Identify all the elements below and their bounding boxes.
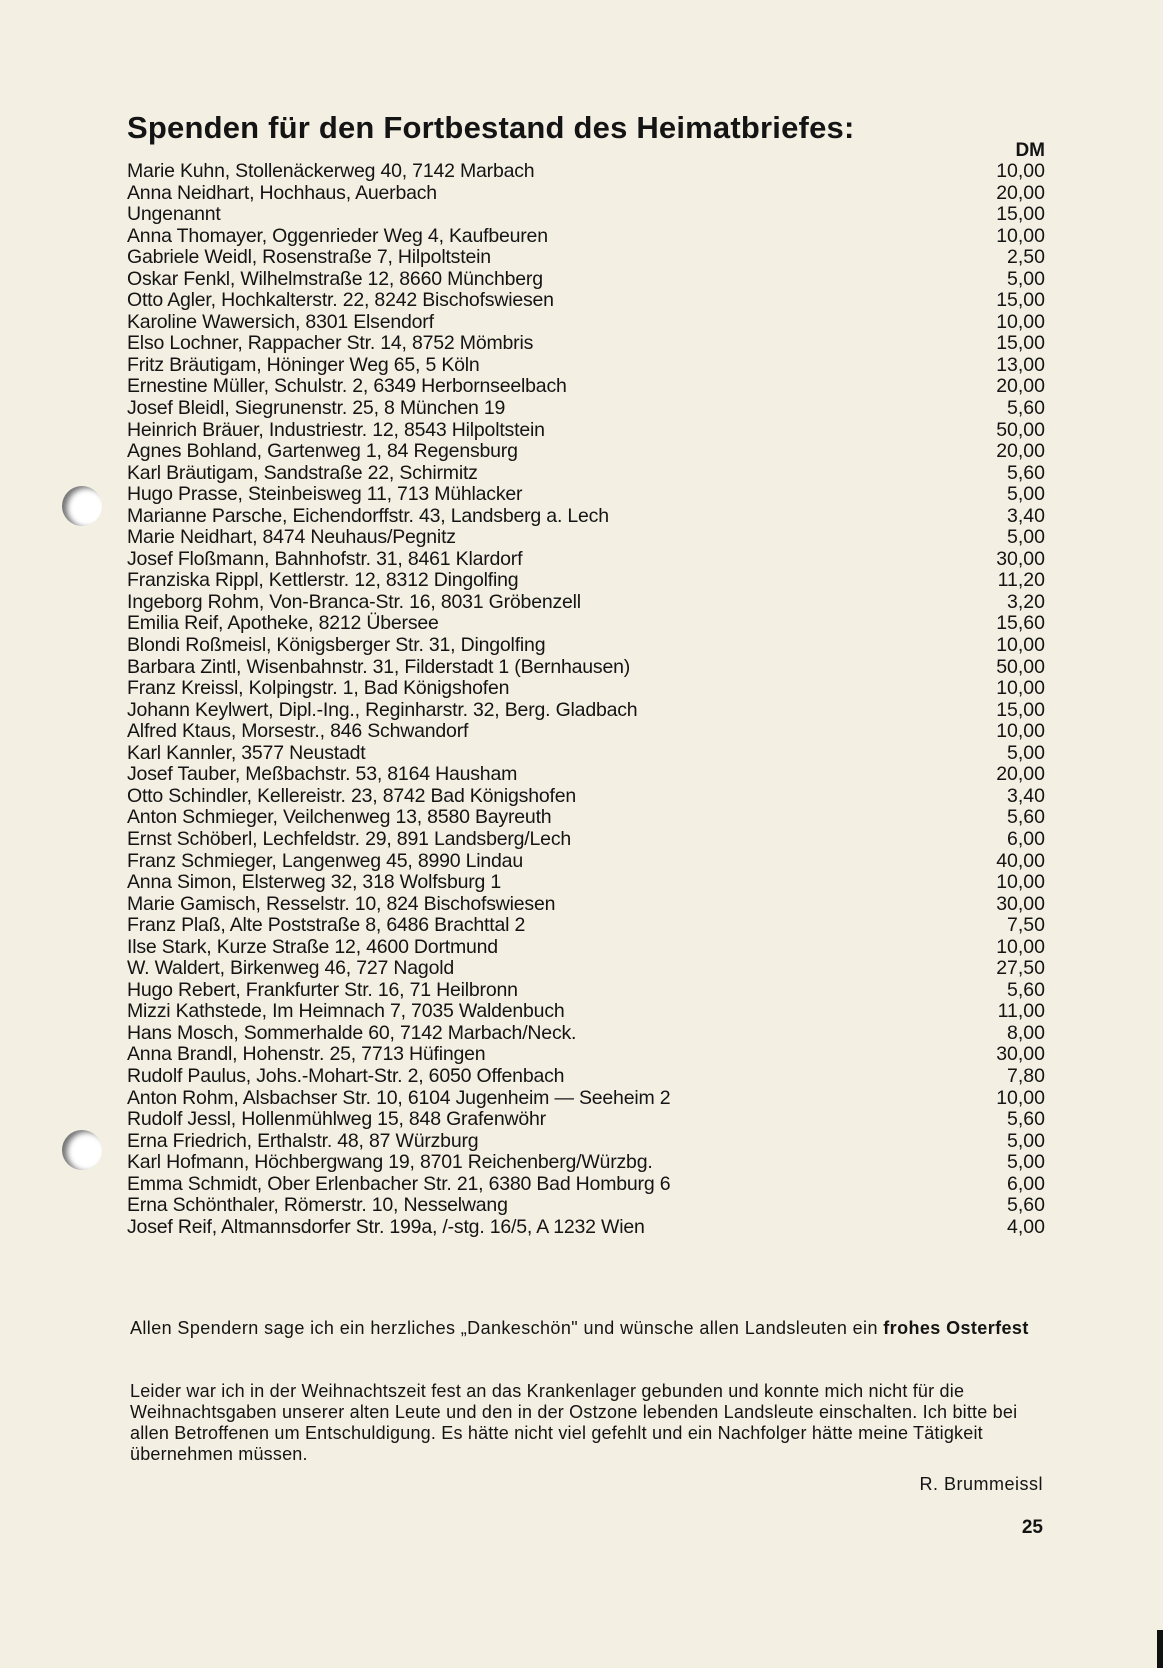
donor-name: Agnes Bohland, Gartenweg 1, 84 Regensburg (127, 440, 518, 463)
donation-row (127, 463, 1045, 485)
donor-name: Josef Tauber, Meßbachstr. 53, 8164 Hausham (127, 763, 518, 786)
donation-amount: 40,00 (996, 849, 1045, 872)
donor-name: Rudolf Jessl, Hollenmühlweg 15, 848 Grafenwöhr (127, 1108, 546, 1131)
donor-name: Oskar Fenkl, Wilhelmstraße 12, 8660 Münchberg (127, 267, 543, 290)
donation-amount: 5,00 (1007, 526, 1045, 549)
donation-row (127, 570, 1045, 592)
donation-row (127, 269, 1045, 291)
donor-name: Fritz Bräutigam, Höninger Weg 65, 5 Köln (127, 353, 480, 376)
donation-amount: 5,00 (1007, 483, 1045, 506)
donation-amount: 5,60 (1007, 1108, 1045, 1131)
donation-row (127, 549, 1045, 571)
donor-name: Erna Schönthaler, Römerstr. 10, Nesselwang (127, 1194, 508, 1217)
donation-amount: 5,60 (1007, 461, 1045, 484)
signature: R. Brummeissl (919, 1474, 1043, 1494)
donation-amount: 5,00 (1007, 1151, 1045, 1174)
donor-name: Hans Mosch, Sommerhalde 60, 7142 Marbach/Neck. (127, 1021, 577, 1044)
donation-row (127, 958, 1045, 980)
donation-row (127, 786, 1045, 808)
donation-row (127, 1001, 1045, 1023)
donor-name: Erna Friedrich, Erthalstr. 48, 87 Würzburg (127, 1129, 479, 1152)
donation-row (127, 851, 1045, 873)
donor-name: Franz Schmieger, Langenweg 45, 8990 Lindau (127, 849, 523, 872)
thanks-text: Allen Spendern sage ich ein herzliches „Dankeschön" und wünsche allen Landsleuten ein (130, 1318, 884, 1338)
donor-name: Karl Kannler, 3577 Neustadt (127, 741, 366, 764)
donor-name: Ernestine Müller, Schulstr. 2, 6349 Herbornseelbach (127, 375, 567, 398)
punch-hole-top (62, 486, 102, 526)
thanks-emphasis: frohes Osterfest (883, 1318, 1029, 1338)
donation-row (127, 980, 1045, 1002)
donation-row (127, 183, 1045, 205)
donor-name: Josef Floßmann, Bahnhofstr. 31, 8461 Klardorf (127, 547, 523, 570)
donation-amount: 5,60 (1007, 1194, 1045, 1217)
apology-paragraph: Leider war ich in der Weihnachtszeit fest an das Krankenlager gebunden und konnte mich nicht für die Weihnachtsgaben unserer alten Leute und den in der Ostzone lebenden Landsleute einschalten. Ich bitte bei allen Betroffenen um Entschuldigung. Es hätte nicht viel gefehlt und ein Nachfolger hätte meine Tätigkeit übernehmen müssen. (130, 1381, 1018, 1464)
donor-name: Anton Rohm, Alsbachser Str. 10, 6104 Jugenheim — Seeheim 2 (127, 1086, 671, 1109)
donor-name: Heinrich Bräuer, Industriestr. 12, 8543 Hilpoltstein (127, 418, 545, 441)
donation-row (127, 764, 1045, 786)
page-number: 25 (1021, 1517, 1043, 1538)
donation-amount: 7,80 (1007, 1064, 1045, 1087)
donor-name: Franziska Rippl, Kettlerstr. 12, 8312 Dingolfing (127, 569, 519, 592)
donor-name: Johann Keylwert, Dipl.-Ing., Reginharstr. 32, Berg. Gladbach (127, 698, 638, 721)
edge-mark (1157, 1630, 1163, 1668)
donation-amount: 3,40 (1007, 784, 1045, 807)
donor-name: Anna Thomayer, Oggenrieder Weg 4, Kaufbeuren (127, 224, 548, 247)
donation-amount: 10,00 (996, 634, 1045, 657)
donation-row (127, 290, 1045, 312)
donor-name: Emma Schmidt, Ober Erlenbacher Str. 21, 6380 Bad Homburg 6 (127, 1172, 671, 1195)
donor-name: Josef Bleidl, Siegrunenstr. 25, 8 München 19 (127, 397, 506, 420)
donor-name: Elso Lochner, Rappacher Str. 14, 8752 Mömbris (127, 332, 534, 355)
donation-amount: 6,00 (1007, 827, 1045, 850)
donor-name: Anna Neidhart, Hochhaus, Auerbach (127, 181, 437, 204)
donor-name: Anton Schmieger, Veilchenweg 13, 8580 Bayreuth (127, 806, 552, 829)
donation-row (127, 829, 1045, 851)
donation-amount: 3,20 (1007, 590, 1045, 613)
donor-name: Franz Kreissl, Kolpingstr. 1, Bad Königshofen (127, 677, 510, 700)
donation-amount: 30,00 (996, 547, 1045, 570)
donor-name: Anna Simon, Elsterweg 32, 318 Wolfsburg 1 (127, 871, 502, 894)
donation-row (127, 1066, 1045, 1088)
donation-amount: 27,50 (996, 957, 1045, 980)
punch-hole-bottom (62, 1130, 102, 1170)
donor-name: Hugo Prasse, Steinbeisweg 11, 713 Mühlacker (127, 483, 523, 506)
donation-row (127, 226, 1045, 248)
donation-row (127, 678, 1045, 700)
donation-row (127, 657, 1045, 679)
donation-amount: 10,00 (996, 160, 1045, 182)
donation-row (127, 161, 1045, 183)
donor-name: Marianne Parsche, Eichendorffstr. 43, Landsberg a. Lech (127, 504, 609, 527)
donation-amount: 5,60 (1007, 978, 1045, 1001)
donation-amount: 30,00 (996, 892, 1045, 915)
donation-amount: 15,00 (996, 332, 1045, 355)
donation-row (127, 420, 1045, 442)
donation-row (127, 937, 1045, 959)
donation-row (127, 915, 1045, 937)
donation-amount: 15,00 (996, 698, 1045, 721)
donor-name: Franz Plaß, Alte Poststraße 8, 6486 Brachttal 2 (127, 914, 526, 937)
donation-row (127, 484, 1045, 506)
donation-row (127, 398, 1045, 420)
donation-row (127, 1023, 1045, 1045)
donor-name: Emilia Reif, Apotheke, 8212 Übersee (127, 612, 439, 635)
donation-amount: 5,00 (1007, 267, 1045, 290)
donor-name: Rudolf Paulus, Johs.-Mohart-Str. 2, 6050 Offenbach (127, 1064, 565, 1087)
page-title: Spenden für den Fortbestand des Heimatbriefes: (127, 110, 855, 145)
donation-amount: 20,00 (996, 440, 1045, 463)
donation-row (127, 872, 1045, 894)
donation-row (127, 506, 1045, 528)
donor-name: Hugo Rebert, Frankfurter Str. 16, 71 Heilbronn (127, 978, 518, 1001)
donation-amount: 10,00 (996, 935, 1045, 958)
donor-name: Ilse Stark, Kurze Straße 12, 4600 Dortmund (127, 935, 498, 958)
donation-amount: 7,50 (1007, 914, 1045, 937)
donation-row (127, 721, 1045, 743)
donor-name: Barbara Zintl, Wisenbahnstr. 31, Filderstadt 1 (Bernhausen) (127, 655, 631, 678)
donor-name: W. Waldert, Birkenweg 46, 727 Nagold (127, 957, 454, 980)
donor-name: Gabriele Weidl, Rosenstraße 7, Hilpoltstein (127, 246, 491, 269)
donation-amount: 30,00 (996, 1043, 1045, 1066)
donation-amount: 20,00 (996, 181, 1045, 204)
donation-amount: 50,00 (996, 655, 1045, 678)
donation-amount: 5,00 (1007, 1129, 1045, 1152)
donation-amount: 2,50 (1007, 246, 1045, 269)
donor-name: Karoline Wawersich, 8301 Elsendorf (127, 310, 434, 333)
donation-row (127, 894, 1045, 916)
donation-amount: 11,20 (997, 569, 1045, 592)
donation-amount: 10,00 (996, 871, 1045, 894)
donation-amount: 10,00 (996, 224, 1045, 247)
donation-row (127, 1217, 1045, 1239)
donation-amount: 15,00 (996, 203, 1045, 226)
donation-amount: 3,40 (1007, 504, 1045, 527)
donor-name: Otto Schindler, Kellereistr. 23, 8742 Bad Königshofen (127, 784, 577, 807)
donation-row (127, 355, 1045, 377)
donation-row (127, 1044, 1045, 1066)
donation-row (127, 441, 1045, 463)
donation-list (127, 161, 1045, 1238)
donation-row (127, 312, 1045, 334)
donation-row (127, 1131, 1045, 1153)
donation-row (127, 1195, 1045, 1217)
donation-row (127, 592, 1045, 614)
donation-row (127, 635, 1045, 657)
donor-name: Alfred Ktaus, Morsestr., 846 Schwandorf (127, 720, 469, 743)
donation-row (127, 376, 1045, 398)
donation-amount: 10,00 (996, 677, 1045, 700)
donation-amount: 10,00 (996, 310, 1045, 333)
donor-name: Otto Agler, Hochkalterstr. 22, 8242 Bischofswiesen (127, 289, 554, 312)
donation-row (127, 1109, 1045, 1131)
donor-name: Marie Neidhart, 8474 Neuhaus/Pegnitz (127, 526, 456, 549)
donation-row (127, 1088, 1045, 1110)
donation-row (127, 743, 1045, 765)
donation-amount: 13,00 (996, 353, 1045, 376)
donation-row (127, 807, 1045, 829)
donation-amount: 50,00 (996, 418, 1045, 441)
donor-name: Karl Hofmann, Höchbergwang 19, 8701 Reichenberg/Würzbg. (127, 1151, 653, 1174)
donation-amount: 11,00 (997, 1000, 1045, 1023)
donor-name: Ungenannt (127, 203, 221, 226)
donor-name: Karl Bräutigam, Sandstraße 22, Schirmitz (127, 461, 478, 484)
donation-amount: 15,00 (996, 289, 1045, 312)
donor-name: Josef Reif, Altmannsdorfer Str. 199a, /-stg. 16/5, A 1232 Wien (127, 1215, 645, 1238)
donation-amount: 20,00 (996, 763, 1045, 786)
donation-row (127, 204, 1045, 226)
donor-name: Ernst Schöberl, Lechfeldstr. 29, 891 Landsberg/Lech (127, 827, 572, 850)
donation-amount: 20,00 (996, 375, 1045, 398)
donor-name: Marie Gamisch, Resselstr. 10, 824 Bischofswiesen (127, 892, 556, 915)
donor-name: Ingeborg Rohm, Von-Branca-Str. 16, 8031 Gröbenzell (127, 590, 581, 613)
donation-amount: 4,00 (1007, 1215, 1045, 1238)
donation-amount: 8,00 (1007, 1021, 1045, 1044)
donation-row (127, 700, 1045, 722)
donor-name: Blondi Roßmeisl, Königsberger Str. 31, Dingolfing (127, 634, 546, 657)
donation-amount: 5,00 (1007, 741, 1045, 764)
donation-row (127, 1152, 1045, 1174)
thanks-paragraph (130, 1318, 1045, 1339)
donation-amount: 10,00 (996, 1086, 1045, 1109)
donation-amount: 15,60 (996, 612, 1045, 635)
donation-row (127, 1174, 1045, 1196)
donor-name: Anna Brandl, Hohenstr. 25, 7713 Hüfingen (127, 1043, 486, 1066)
donor-name: Marie Kuhn, Stollenäckerweg 40, 7142 Marbach (127, 160, 535, 182)
donation-row (127, 247, 1045, 269)
donation-row (127, 613, 1045, 635)
donation-row (127, 527, 1045, 549)
donation-amount: 10,00 (996, 720, 1045, 743)
donation-amount: 5,60 (1007, 806, 1045, 829)
donation-row (127, 333, 1045, 355)
donation-amount: 5,60 (1007, 397, 1045, 420)
currency-header: DM (1015, 140, 1045, 161)
donor-name: Mizzi Kathstede, Im Heimnach 7, 7035 Waldenbuch (127, 1000, 565, 1023)
donation-amount: 6,00 (1007, 1172, 1045, 1195)
